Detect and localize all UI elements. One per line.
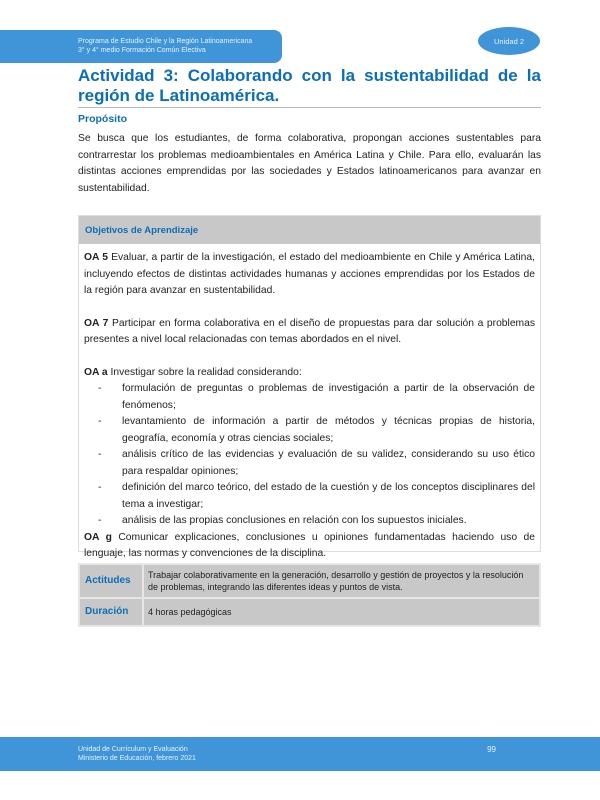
program-level: 3° y 4° medio Formación Común Electiva bbox=[78, 47, 206, 54]
attitudes-label: Actitudes bbox=[79, 564, 143, 598]
page-footer bbox=[0, 737, 600, 771]
oaa bbox=[84, 365, 535, 382]
oa-text: Comunicar explicaciones, conclusiones u opiniones fundamentadas haciendo uso de lenguaje, las normas y convenciones de la disciplina. bbox=[84, 531, 535, 559]
oaa-list bbox=[84, 381, 535, 530]
table-row bbox=[79, 564, 540, 598]
list-item: - análisis crítico de las evidencias y evaluación de su validez, considerando su uso ético para respaldar opiniones; bbox=[122, 447, 535, 480]
duration-value: 4 horas pedagógicas bbox=[143, 598, 540, 626]
program-title: Programa de Estudio Chile y la Región Latinoamericana bbox=[78, 38, 253, 45]
attitudes-value: Trabajar colaborativamente en la generación, desarrollo y gestión de proyectos y la resolución de problemas, integrando las diferentes ideas y puntos de vista. bbox=[143, 564, 540, 598]
oa-text: Participar en forma colaborativa en el diseño de propuestas para dar solución a problemas presentes a nivel local relacionadas con temas abordados en el nivel. bbox=[84, 317, 535, 345]
oa-code: OA g bbox=[84, 531, 112, 543]
oa5 bbox=[84, 250, 535, 300]
activity-info-table bbox=[78, 563, 541, 627]
oa-text: Investigar sobre la realidad considerando: bbox=[107, 366, 302, 378]
unit-badge: Unidad 2 bbox=[478, 27, 540, 55]
oa-text: Evaluar, a partir de la investigación, el estado del medioambiente en Chile y América Latina, incluyendo efectos de distintas actividades humanas y acciones emprendidas por los Estados de la región para avanzar en sustentabilidad. bbox=[84, 252, 535, 296]
duration-label: Duración bbox=[79, 598, 143, 626]
oag bbox=[84, 530, 535, 563]
list-item: - formulación de preguntas o problemas de investigación a partir de la observación de fenómenos; bbox=[122, 381, 535, 414]
table-row bbox=[79, 598, 540, 626]
oa-code: OA a bbox=[84, 366, 108, 378]
page-number: 99 bbox=[487, 745, 496, 754]
divider bbox=[78, 107, 541, 108]
page-header bbox=[0, 30, 282, 63]
activity-title: Actividad 3: Colaborando con la sustentabilidad de la región de Latinoamérica. bbox=[78, 66, 541, 105]
oa-code: OA 5 bbox=[84, 252, 108, 263]
purpose-heading: Propósito bbox=[78, 113, 127, 125]
oa-code: OA 7 bbox=[84, 317, 109, 329]
purpose-text: Se busca que los estudiantes, de forma colaborativa, propongan acciones sustentables para contrarrestar los problemas medioambientales en América Latina y Chile. Para ello, evaluarán las distintas acciones emprendidas por las sociedades y Estados latinoamericanos para avanzar en sustentabilidad. bbox=[78, 133, 541, 194]
footer-org: Unidad de Currículum y Evaluación bbox=[78, 746, 188, 753]
list-item: - definición del marco teórico, del estado de la cuestión y de los conceptos disciplinares del tema a investigar; bbox=[122, 480, 535, 513]
objectives-box bbox=[78, 215, 541, 559]
objectives-heading: Objetivos de Aprendizaje bbox=[79, 216, 540, 244]
list-item: - análisis de las propias conclusiones en relación con los supuestos iniciales. bbox=[122, 513, 535, 530]
oa7 bbox=[84, 316, 535, 349]
footer-ministry: Ministerio de Educación, febrero 2021 bbox=[78, 755, 196, 762]
list-item: - levantamiento de información a partir de métodos y técnicas propias de historia, geografía, economía y otras ciencias sociales; bbox=[122, 414, 535, 447]
